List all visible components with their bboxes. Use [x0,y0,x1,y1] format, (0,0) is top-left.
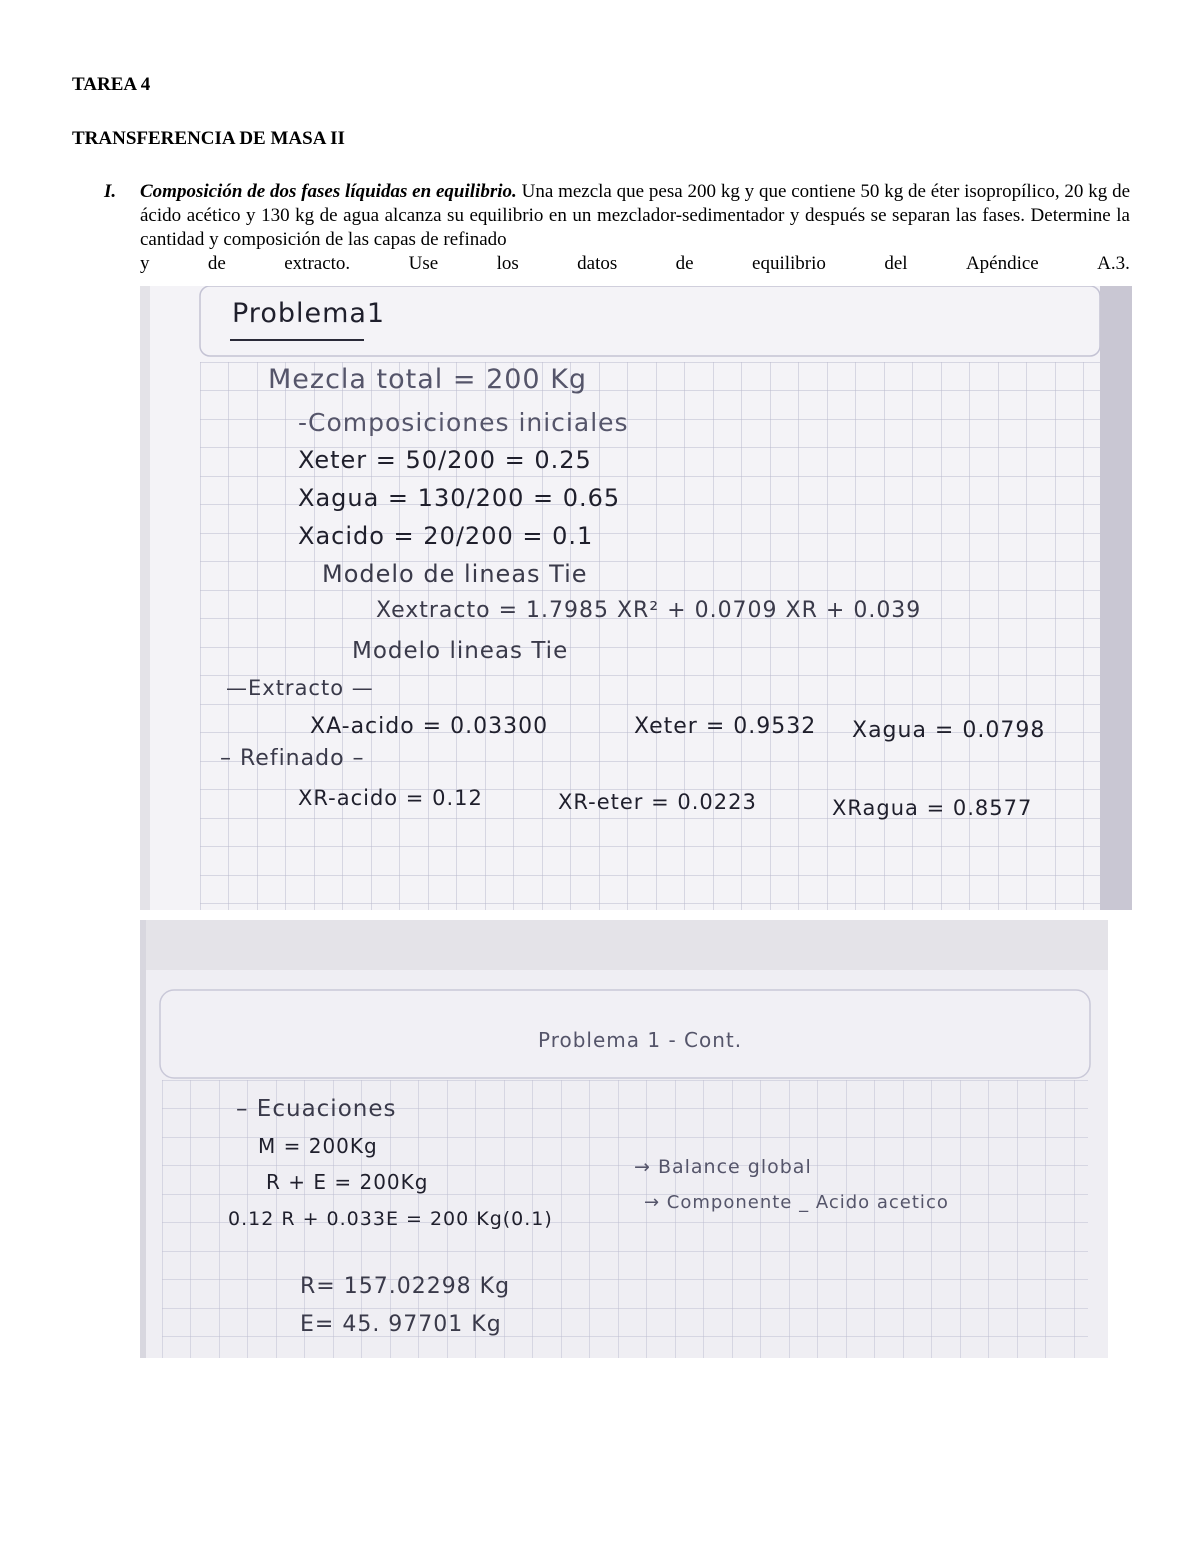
notes-result: R= 157.02298 Kg [300,1274,511,1299]
problem-text: Una mezcla que pesa 200 kg y que contiene 50 kg de éter isopropílico, 20 kg de ácido acético y 130 kg de agua alcanza su equilibrio en un mezclador-sedimentador y después se separan las fases. Determine la cantidad y composición de las capas de refinado [140,181,1130,250]
notes-value: XRagua = 0.8577 [832,796,1033,820]
notes-line: → Balance global [634,1156,812,1178]
problem-statement [104,180,1130,276]
notes-line: R + E = 200Kg [266,1170,429,1194]
word: del [884,253,908,274]
notes-line: Xeter = 50/200 = 0.25 [298,446,592,474]
notes-line: Modelo lineas Tie [352,638,569,664]
notes-line: – Ecuaciones [236,1096,397,1122]
problem-lead: Composición de dos fases líquidas en equilibrio. [140,181,517,202]
handwritten-notes-photo-1 [140,286,1132,910]
page-subtitle: TRANSFERENCIA DE MASA II [72,128,345,149]
notes-line: —Extracto — [226,676,374,700]
notes-line: Xacido = 20/200 = 0.1 [298,522,594,550]
notes-heading: Problema 1 - Cont. [538,1028,743,1052]
notes-value: Xagua = 0.0798 [852,718,1046,743]
notes-line: -Composiciones iniciales [298,408,629,437]
notes-line: – Refinado – [220,746,365,771]
word: de [675,253,694,274]
notes-result: E= 45. 97701 Kg [300,1312,502,1337]
notes-line: → Componente _ Acido acetico [644,1192,949,1213]
word: de [207,253,226,274]
notes-line: Modelo de lineas Tie [322,560,588,588]
word: A.3. [1097,253,1130,274]
problem-body [140,180,1130,252]
notes-value: Xeter = 0.9532 [634,714,817,739]
notes-value: XR-acido = 0.12 [298,786,483,810]
word: y [140,253,150,274]
page-title: TAREA 4 [72,74,151,95]
word: equilibrio [752,253,826,274]
notes-line: Mezcla total = 200 Kg [268,364,588,395]
word: los [496,253,519,274]
word: datos [577,253,618,274]
notes-equation: 0.12 R + 0.033E = 200 Kg(0.1) [228,1208,553,1230]
problem-number: I. [104,181,117,202]
notes-equation: Xextracto = 1.7985 XR² + 0.0709 XR + 0.039 [376,598,922,623]
word: extracto. [284,253,351,274]
word: Use [408,253,439,274]
notes-line: M = 200Kg [258,1134,378,1158]
notes-value: XA-acido = 0.03300 [310,714,549,739]
notes-heading: Problema1 [232,298,386,329]
problem-last-line [140,252,1130,276]
word: Apéndice [965,253,1039,274]
notes-line: Xagua = 130/200 = 0.65 [298,484,621,512]
notes-value: XR-eter = 0.0223 [558,790,757,814]
handwritten-notes-photo-2 [140,920,1108,1358]
